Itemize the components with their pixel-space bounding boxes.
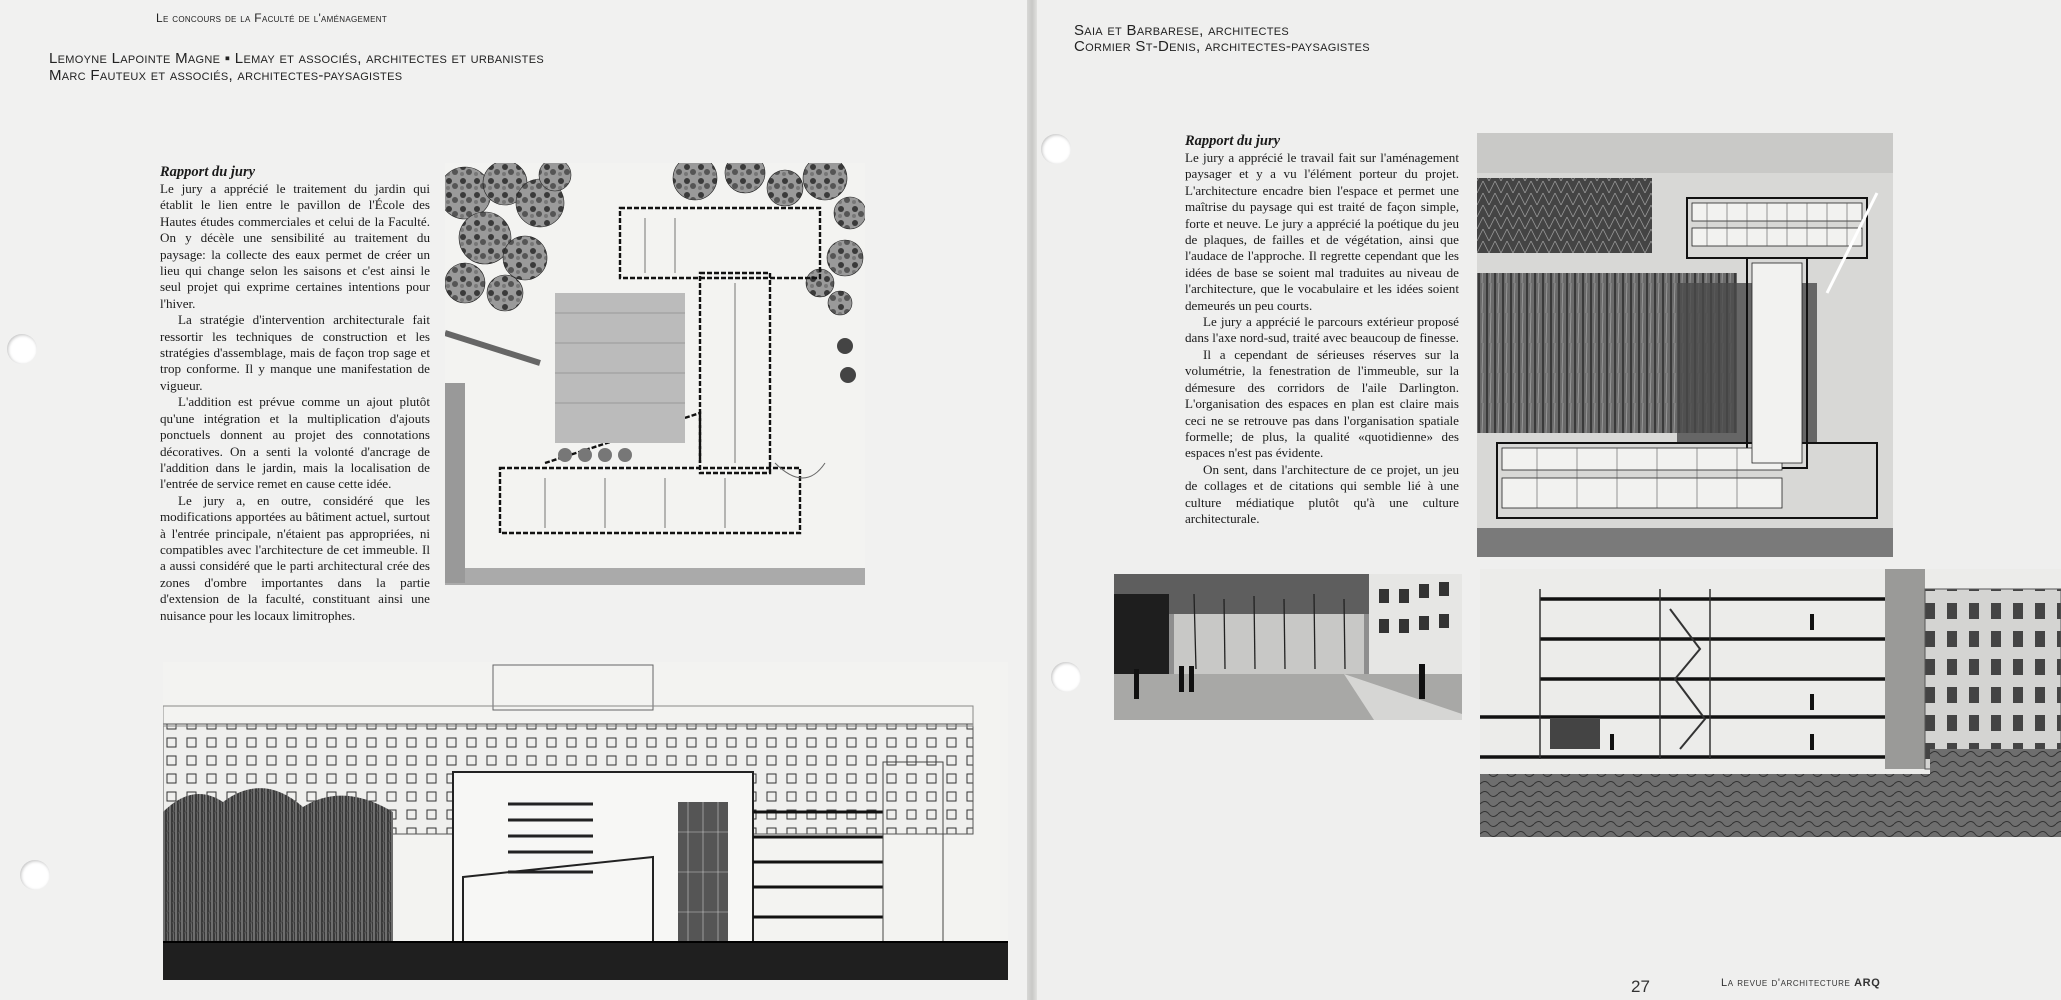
magazine-title: La revue d'architecture (1721, 977, 1851, 989)
punch-hole (20, 860, 50, 890)
elevation-drawing (163, 662, 1008, 980)
section-drawing (1480, 569, 2061, 837)
punch-hole (7, 334, 37, 364)
jury-paragraph: On sent, dans l'architecture de ce projet, un jeu de collages et de citations qui semble lié à une culture médiatique plutôt qu'à une culture architecturale. (1185, 461, 1459, 526)
jury-paragraph: Le jury a apprécié le travail fait sur l'aménagement paysager et y a vu l'élément porteur du projet. L'architecture encadre bien l'espace et permet une maîtrise du paysage qui est traité de façon simple, forte et neuve. Le jury a apprécié la poétique du jeu de plaques, de failles et de végétation, ainsi que l'audace de l'approche. Il regrette cependant que les idées de base se soient mal traduites au niveau de l'architecture, que le vocabulaire et les idées soient demeurés un peu courts. (1185, 150, 1459, 313)
jury-report-heading: Rapport du jury (160, 164, 256, 180)
jury-paragraph: L'addition est prévue comme un ajout plutôt qu'une intégration et la multiplication d'ajouts ponctuels donnent au projet des connotations décoratives. On a senti la volonté d'ancrage de l'addition dans le jardin, mais la localisation de l'entrée de service remet en cause cette idée. (160, 394, 430, 492)
punch-hole (1051, 662, 1081, 692)
jury-paragraph: Il a cependant de sérieuses réserves sur la volumétrie, la fenestration de l'immeuble, sur la démesure des corridors de l'aile Darlington. L'organisation des espaces en plan est claire mais ceci ne se retrouve pas dans l'organisation spatiale formelle; de plus, la qualité «quotidienne» des espaces n'est pas évidente. (1185, 346, 1459, 461)
jury-paragraph: Le jury a apprécié le parcours extérieur proposé dans l'axe nord-sud, traité avec beaucoup de finesse. (1185, 314, 1459, 346)
right-page (1037, 0, 2061, 1000)
jury-paragraph: La stratégie d'intervention architecturale fait ressortir les techniques de construction et les stratégies d'assemblage, mais de façon trop sage et trop conforme. Il y manque une manifestation de vigueur. (160, 312, 430, 393)
magazine-brand: ARQ (1854, 977, 1881, 989)
left-page (0, 0, 1027, 1000)
page-number: 27 (1631, 977, 1650, 996)
jury-report (1185, 133, 1459, 527)
collage-plan-drawing (1477, 133, 1893, 557)
running-head: Le concours de la Faculté de l'aménagement (156, 11, 388, 25)
jury-report (160, 164, 430, 624)
site-plan-drawing (445, 163, 865, 585)
credit-line: Cormier St-Denis, architectes-paysagistes (1074, 38, 1370, 55)
magazine-name (1721, 977, 1880, 989)
jury-paragraph: Le jury a, en outre, considéré que les modifications apportées au bâtiment actuel, surtout à l'entrée principale, n'étaient pas appropriées, ni compatibles avec l'architecture de cet immeuble. Il a aussi considéré que le parti architectural crée des zones d'ombre importantes dans la partie d'extension de la faculté, constituant ainsi une nuisance pour les locaux limitrophes. (160, 492, 430, 623)
credit-line: Marc Fauteux et associés, architectes-paysagistes (49, 67, 403, 84)
punch-hole (1041, 134, 1071, 164)
jury-paragraph: Le jury a apprécié le traitement du jardin qui établit le lien entre le pavillon de l'École des Hautes études commerciales et celui de la Faculté. On y décèle une sensibilité au traitement du paysage: la collecte des eaux permet de créer un lieu qui change selon les saisons et c'est ainsi le seul projet qui exprime certaines intentions pour l'hiver. (160, 181, 430, 311)
page-gutter (1027, 0, 1037, 1000)
jury-report-heading: Rapport du jury (1185, 133, 1281, 149)
credit-line: Lemoyne Lapointe Magne ▪ Lemay et associés, architectes et urbanistes (49, 50, 544, 67)
perspective-rendering (1114, 574, 1462, 720)
credit-line: Saia et Barbarese, architectes (1074, 22, 1289, 39)
